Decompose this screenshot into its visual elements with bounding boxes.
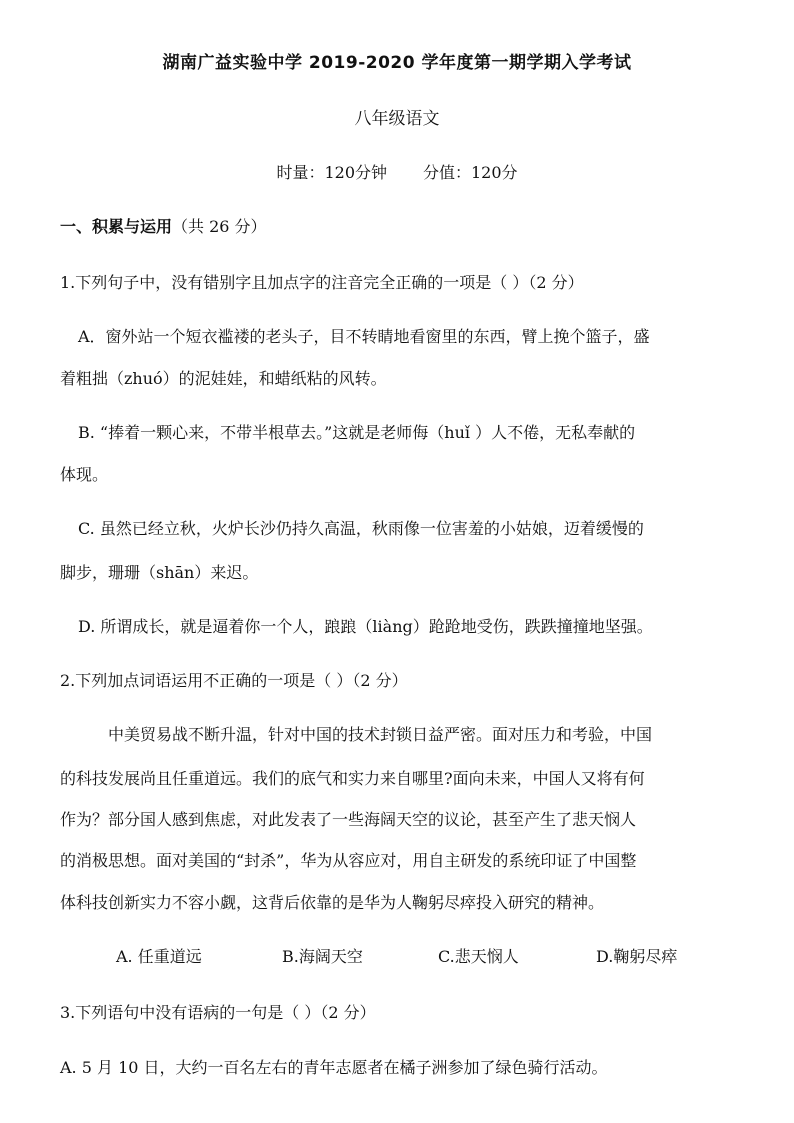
q1-option-a-cont: 着粗拙（zhuó）的泥娃娃，和蜡纸粘的风转。 [60,369,387,388]
total-score: 分值：120分 [423,163,518,182]
question-2-stem: 2.下列加点词语运用不正确的一项是（ ）（2 分） [60,671,408,690]
time-limit: 时量：120分钟 [276,163,387,182]
q3-option-a: A. 5 月 10 日，大约一百名左右的青年志愿者在橘子洲参加了绿色骑行活动。 [60,1058,608,1077]
section-points: （共 26 分） [172,217,267,236]
q1-option-c: C. 虽然已经立秋，火炉长沙仍持久高温，秋雨像一位害羞的小姑娘，迈着缓慢的 [78,519,644,538]
q2-passage-line: 作为？部分国人感到焦虑，对此发表了一些海阔天空的议论，甚至产生了悲天悯人 [60,810,637,829]
q2-passage-line: 的科技发展尚且任重道远。我们的底气和实力来自哪里?面向未来，中国人又将有何 [60,769,645,788]
q2-choice-b: B.海阔天空 [282,947,363,966]
exam-title: 湖南广益实验中学 2019-2020 学年度第一期学期入学考试 [162,53,632,73]
q2-passage-line: 体科技创新实力不容小觑，这背后依靠的是华为人鞠躬尽瘁投入研究的精神。 [60,893,605,912]
q2-choice-d: D.鞠躬尽瘁 [596,947,678,966]
q2-choice-a: A. 任重道远 [116,947,202,966]
question-3-stem: 3.下列语句中没有语病的一句是（ ）（2 分） [60,1003,376,1022]
q1-option-b-cont: 体现。 [60,465,109,484]
exam-meta [0,160,794,183]
q2-passage-line: 的消极思想。面对美国的“封杀”，华为从容应对，用自主研发的系统印证了中国整 [60,851,637,870]
q1-option-c-cont: 脚步，珊珊（shān）来迟。 [60,563,259,582]
q1-option-d: D. 所谓成长，就是逼着你一个人，踉踉（liàng）跄跄地受伤，跌跌撞撞地坚强。 [78,617,653,636]
section-title: 一、积累与运用 [60,217,173,236]
question-1-stem: 1.下列句子中，没有错别字且加点字的注音完全正确的一项是（ ）（2 分） [60,273,584,292]
q1-option-b: B. “捧着一颗心来，不带半根草去。”这就是老师侮（huǐ ）人不倦，无私奉献的 [78,423,636,442]
exam-subtitle: 八年级语文 [354,109,440,129]
section-heading [60,214,267,237]
q2-passage-line: 中美贸易战不断升温，针对中国的技术封锁日益严密。面对压力和考验，中国 [108,725,653,744]
q1-option-a: A．窗外站一个短衣褴褛的老头子，目不转睛地看窗里的东西，臂上挽个篮子，盛 [78,327,650,346]
q2-choice-c: C.悲天悯人 [438,947,519,966]
